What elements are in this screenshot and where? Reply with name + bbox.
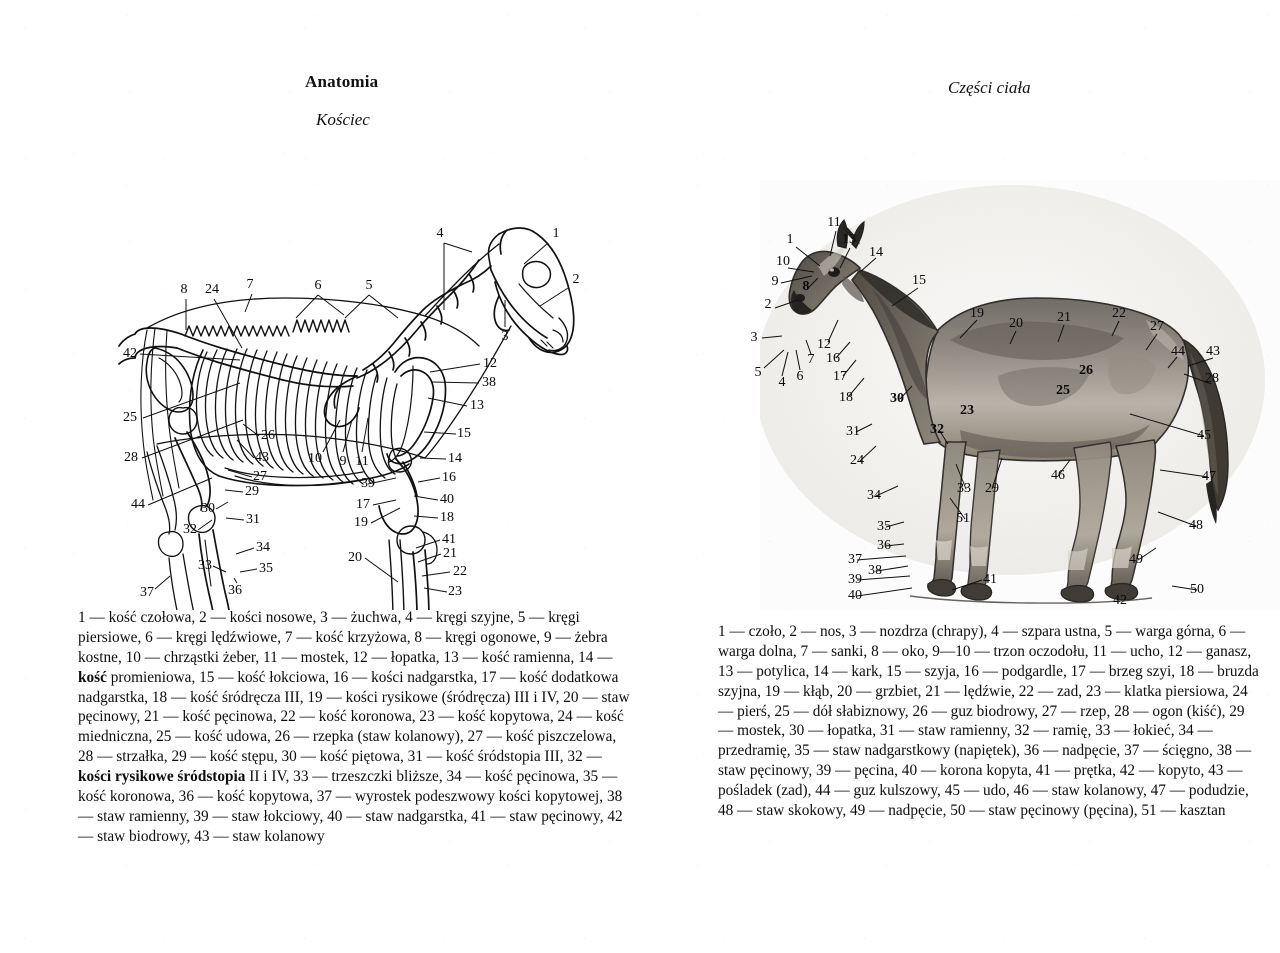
callout-number: 34 [867,488,881,503]
callout-number: 18 [440,510,454,525]
right-page-title: Części ciała [948,78,1031,97]
callout-number: 42 [1113,593,1127,608]
callout-number: 44 [131,497,145,512]
callout-number: 39 [848,572,862,587]
callout-number: 30 [201,501,215,516]
callout-number: 37 [848,552,862,567]
callout-number: 24 [205,282,219,297]
horse-photograph [760,180,1280,610]
callout-number: 29 [985,481,999,496]
callout-number: 27 [253,469,267,484]
left-page-title: Anatomia [305,72,379,91]
callout-number: 11 [827,215,841,230]
callout-number: 22 [453,564,467,579]
callout-number: 19 [970,306,984,321]
callout-number: 23 [448,584,462,599]
callout-number: 31 [846,424,860,439]
callout-number: 28 [124,450,138,465]
callout-number: 43 [255,450,269,465]
caption-part: II i IV, 33 — trzeszczki bliższe, 34 — kość pęcinowa, 35 — kość koronowa, 36 — kość kopytowa, 37 — wyrostek podeszwowy kości kopytowej, 38 — staw ramienny, 39 — staw łokciowy, 40 — staw nadgarstka, 41 — staw pęcinowy, 42 — staw biodrowy, 43 — staw kolanowy [78,768,623,845]
callout-number: 2 [764,297,772,312]
callout-number: 41 [442,532,456,547]
callout-number: 23 [960,403,974,418]
callout-number: 9 [339,454,347,469]
callout-number: 3 [501,329,509,344]
callout-number: 4 [436,226,444,241]
callout-number: 33 [198,558,212,573]
callout-number: 41 [983,572,997,587]
callout-number: 7 [246,277,254,292]
caption-part-bold: kość [78,668,107,686]
callout-number: 5 [365,278,373,293]
callout-number: 2 [572,272,580,287]
horse-skeleton-figure [95,200,615,610]
callout-number: 48 [1189,518,1203,533]
callout-number: 49 [1129,552,1143,567]
callout-number: 20 [348,550,362,565]
callout-number: 3 [750,330,758,345]
callout-number: 47 [1202,469,1216,484]
callout-number: 31 [246,512,260,527]
callout-number: 27 [1150,319,1164,334]
callout-number: 33 [957,481,971,496]
callout-number: 14 [869,245,883,260]
callout-number: 10 [308,451,322,466]
callout-number: 8 [180,282,188,297]
callout-number: 9 [771,274,779,289]
callout-number: 37 [140,585,154,600]
callout-number: 21 [443,546,457,561]
horse-skeleton-drawing [95,200,615,610]
callout-number: 5 [754,365,762,380]
callout-number: 40 [440,492,454,507]
caption-part: promieniowa, 15 — kość łokciowa, 16 — kości nadgarstka, 17 — kość dodatkowa nadgarstka, 18 — kość śródręcza III, 19 — kości rysikowe (śródręcza) III i IV, 20 — staw pęcinowy, 21 — kość pęcinowa, 22 — kość koronowa, 23 — kość kopytowa, 24 — kość miedniczna, 25 — kość udowa, 26 — rzepka (staw kolanowy), 27 — kość piszczelowa, 28 — strzałka, 29 — kość stępu, 30 — kość piętowa, 31 — kość śródstopia III, 32 — [78,668,630,766]
callout-number: 44 [1171,344,1185,359]
callout-number: 6 [314,278,322,293]
callout-number: 1 [552,226,560,241]
callout-number: 32 [930,422,944,437]
callout-number: 51 [956,511,970,526]
callout-number: 17 [356,497,370,512]
callout-number: 26 [1079,363,1093,378]
callout-number: 6 [796,369,804,384]
callout-number: 35 [877,519,891,534]
caption-part: 1 — czoło, 2 — nos, 3 — nozdrza (chrapy), 4 — szpara ustna, 5 — warga górna, 6 — warga dolna, 7 — sanki, 8 — oko, 9—10 — trzon oczodołu, 11 — ucho, 12 — ganasz, 13 — potylica, 14 — kark, 15 — szyja, 16 — podgardle, 17 — brzeg szyi, 18 — bruzda szyjna, 19 — kłąb, 20 — grzbiet, 21 — lędźwie, 22 — zad, 23 — klatka piersiowa, 24 — pierś, 25 — dół słabiznowy, 26 — guz biodrowy, 27 — rzep, 28 — ogon (kiść), 29 — mostek, 30 — łopatka, 31 — staw ramienny, 32 — ramię, 33 — łokieć, 34 — przedramię, 35 — staw nadgarstkowy (napiętek), 36 — nadpęcie, 37 — ścięgno, 38 — staw pęcinowy, 39 — pęcina, 40 — korona kopyta, 41 — prętka, 42 — kopyto, 43 — pośladek (zad), 44 — guz kulszowy, 45 — udo, 46 — staw kolanowy, 47 — podudzie, 48 — staw skokowy, 49 — nadpęcie, 50 — staw pęcinowy (pęcina), 51 — kasztan [718,623,1259,819]
callout-number: 13 [470,398,484,413]
right-page-caption [718,622,1263,821]
callout-number: 19 [354,515,368,530]
callout-number: 42 [123,346,137,361]
callout-number: 24 [850,453,864,468]
callout-number: 22 [1112,306,1126,321]
callout-number: 21 [1057,310,1071,325]
callout-number: 8 [802,279,810,294]
callout-number: 36 [228,583,242,598]
callout-number: 18 [839,390,853,405]
callout-number: 14 [448,451,462,466]
callout-number: 29 [245,484,259,499]
callout-number: 35 [259,561,273,576]
callout-number: 16 [442,470,456,485]
callout-number: 4 [778,375,786,390]
callout-number: 38 [868,563,882,578]
callout-number: 17 [833,369,847,384]
callout-number: 13 [842,232,856,247]
left-page-subtitle: Kościec [316,110,370,129]
callout-number: 15 [912,273,926,288]
callout-number: 12 [817,337,831,352]
callout-number: 25 [123,410,137,425]
callout-number: 26 [261,428,275,443]
callout-number: 16 [826,351,840,366]
callout-number: 30 [890,391,904,406]
callout-number: 7 [807,352,815,367]
callout-number: 20 [1009,316,1023,331]
callout-number: 11 [355,454,369,469]
callout-number: 12 [483,356,497,371]
callout-number: 10 [776,254,790,269]
callout-number: 1 [786,232,794,247]
right-page [660,0,1280,953]
callout-number: 46 [1051,468,1065,483]
callout-number: 28 [1205,371,1219,386]
callout-number: 36 [877,538,891,553]
callout-number: 34 [256,540,270,555]
horse-body-parts-figure [760,180,1280,610]
left-page-caption [78,608,634,847]
callout-number: 40 [848,588,862,603]
caption-part: 1 — kość czołowa, 2 — kości nosowe, 3 — żuchwa, 4 — kręgi szyjne, 5 — kręgi piersiowe, 6 — kręgi lędźwiowe, 7 — kość krzyżowa, 8 — kręgi ogonowe, 9 — żebra kostne, 10 — chrząstki żeber, 11 — mostek, 12 — łopatka, 13 — kość ramienna, 14 — [78,609,613,666]
callout-number: 32 [183,522,197,537]
callout-number: 39 [361,476,375,491]
caption-part-bold: kości rysikowe śródstopia [78,768,246,785]
callout-number: 15 [457,426,471,441]
callout-number: 43 [1206,344,1220,359]
callout-number: 50 [1190,582,1204,597]
callout-number: 25 [1056,383,1070,398]
callout-number: 38 [482,375,496,390]
callout-number: 45 [1197,428,1211,443]
